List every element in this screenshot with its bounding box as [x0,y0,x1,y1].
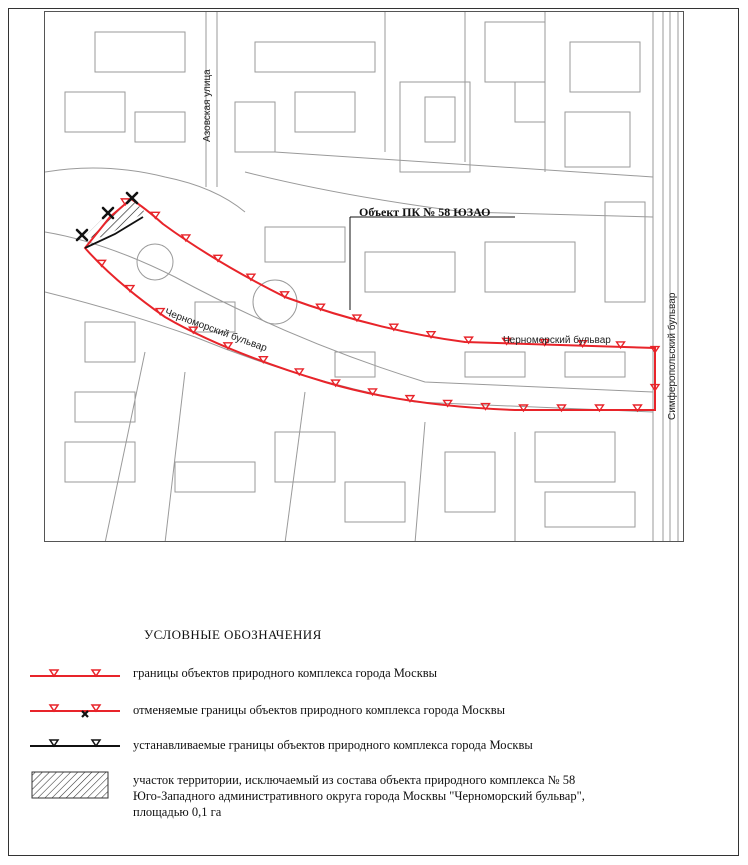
map-panel [44,11,684,542]
triangle-marker-icon [126,286,134,292]
legend-text-excluded-line2: Юго-Западного административного округа города Москвы "Черноморский бульвар", [133,789,585,803]
triangle-marker-icon [98,260,106,266]
street-label-chernomorsky-left: Черноморский бульвар [163,307,269,355]
legend-text-existing: границы объектов природного комплекса города Москвы [133,666,438,680]
legend-item-new [30,736,720,756]
triangle-marker-icon [247,274,255,280]
triangle-marker-icon [151,212,159,218]
object-label: Объект ПК № 58 ЮЗАО [359,205,491,219]
legend-item-existing [30,664,720,684]
legend-item-excluded [30,770,720,830]
boundary-triangle-markers [98,199,659,411]
black-line-triangles-icon [30,736,120,756]
existing-boundary-line [85,199,655,410]
red-line-triangles-icon [30,664,120,684]
red-line-cross-icon [30,701,120,721]
map-canvas [45,12,684,542]
legend-text-excluded-line1: участок территории, исключаемый из состава объекта природного комплекса № 58 [133,773,576,787]
triangle-marker-icon [214,255,222,261]
triangle-marker-icon [182,235,190,241]
legend-text-excluded-line3: площадью 0,1 га [133,805,222,819]
triangle-marker-icon [156,309,164,315]
hatch-area-icon [30,770,110,800]
legend-title: УСЛОВНЫЕ ОБОЗНАЧЕНИЯ [144,627,322,642]
legend-text-cancelled: отменяемые границы объектов природного комплекса города Москвы [133,703,506,717]
legend-text-new: устанавливаемые границы объектов природного комплекса города Москвы [133,738,533,752]
basemap-buildings [65,22,645,527]
street-label-simferopolsky: Симферопольский бульвар [667,292,678,420]
legend-item-cancelled [30,701,720,721]
street-label-chernomorsky-right: Черноморский бульвар [503,335,611,346]
street-label-azovskaya: Азовская улица [202,69,213,142]
